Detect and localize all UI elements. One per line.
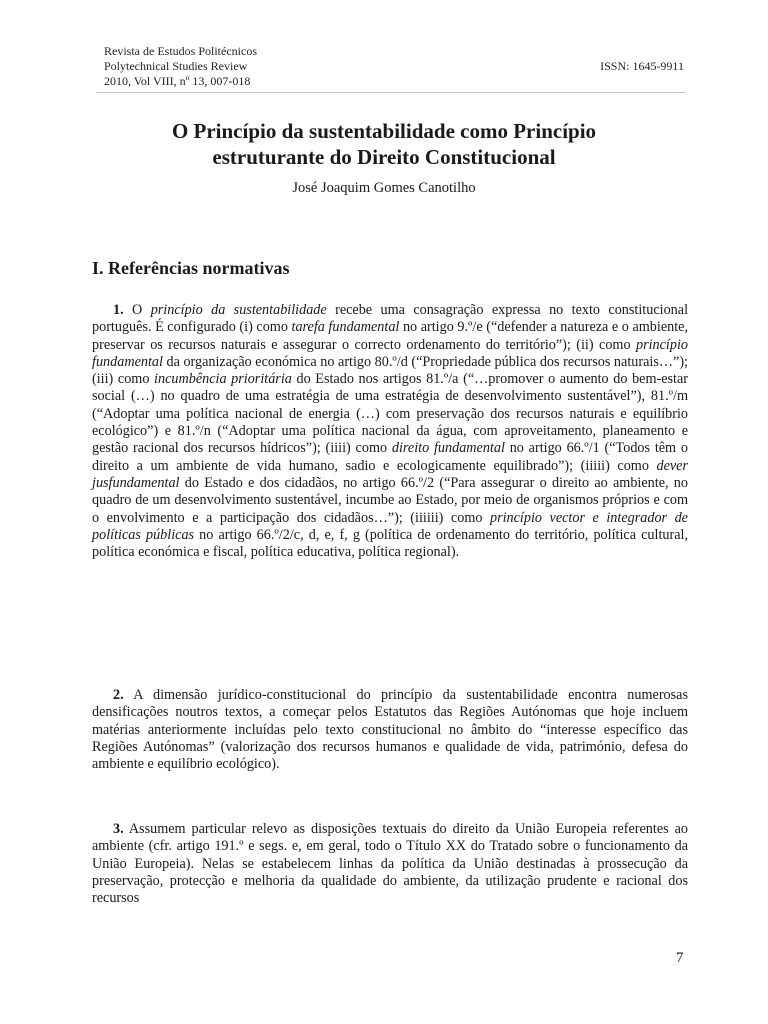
- paragraph-text: A dimensão jurídico-constitucional do princípio da sustentabilidade encontra numerosas densificações noutros textos, a começar pelos Estatutos das Regiões Autónomas que hoje incluem matérias anteriormente incluídas pelo texto constitucional no âmbito do “interesse específico das Regiões Autónomas” (valorização dos recursos humanos e qualidade de vida, património, defesa do ambiente e equilíbrio ecológico).: [92, 687, 688, 773]
- issn: ISSN: 1645-9911: [600, 59, 684, 73]
- paragraph-text: da organização económica no artigo 80.º/d (“Propriedade pública dos recursos naturais…”); (iii) como: [92, 353, 688, 388]
- emphasis-text: tarefa fundamental: [291, 319, 400, 336]
- paragraph-text: do Estado e dos cidadãos, no artigo 66.º/2 (“Para assegurar o direito ao ambiente, no quadro de um desenvolvimento sustentável, incumbe ao Estado, por meio de organismos próprios e com o envolvimento e a participação dos cidadãos…”); (iiiiii) como: [92, 474, 688, 526]
- header-divider: [96, 92, 686, 93]
- emphasis-text: princípio vector e integrador de políticas públicas: [92, 509, 688, 543]
- paragraph-number: 1.: [113, 302, 124, 318]
- paragraph-text: no artigo 66.º/1 (“Todos têm o direito a um ambiente de vida humano, sadio e ecologicamente equilibrado”); (iiiii) como: [92, 440, 688, 474]
- page-number: 7: [676, 950, 684, 966]
- paragraph-text: no artigo 9.º/e (“defender a natureza e o ambiente, preservar os recursos naturais e assegurar o correcto ordenamento do território”); (ii) como: [92, 319, 689, 353]
- emphasis-text: princípio fundamental: [92, 336, 688, 370]
- section-heading: I. Referências normativas: [92, 258, 290, 278]
- journal-name-en: Polytechnical Studies Review: [104, 59, 248, 73]
- paragraph-text: Assumem particular relevo as disposições textuais do direito da União Europeia referentes ao ambiente (cfr. artigo 191.º e segs. e, em geral, todo o Título XX do Tratado sobre o funcionamento da União Europeia). Nelas se estabelecem linhas da política da União destinadas à prossecução da preservação, protecção e melhoria da qualidade do ambiente, da utilização prudente e racional dos recursos: [92, 821, 688, 907]
- paragraph-text: no artigo 66.º/2/c, d, e, f, g (política de ordenamento do território, política cultural, política económica e fiscal, política educativa, política regional).: [92, 526, 688, 561]
- paragraph-text: do Estado nos artigos 81.º/a (“…promover o aumento do bem-estar social (…) no quadro de uma estratégia de uma estratégia de desenvolvimento sustentável”), 81.º/m (“Adoptar uma política nacional de energia (…) com preservação dos recursos naturais e equilíbrio ecológico”) e 81.º/n (“Adoptar uma política nacional da água, com aproveitamento, planeamento e gestão racional dos recursos hídricos”); (iiii) como: [92, 371, 689, 457]
- author-name: José Joaquim Gomes Canotilho: [292, 180, 476, 196]
- emphasis-text: dever jusfundamental: [92, 457, 688, 491]
- paragraph-1: [92, 302, 688, 561]
- volume-info: 2010, Vol VIII, nº 13, 007-018: [104, 74, 251, 88]
- title-line-2: estruturante do Direito Constitucional: [212, 145, 556, 169]
- paragraph-number: 2.: [113, 687, 124, 703]
- paragraph-text: O: [123, 302, 151, 318]
- title-line-1: O Princípio da sustentabilidade como Princípio: [171, 119, 597, 143]
- journal-header: [104, 44, 684, 89]
- article-title: [92, 118, 676, 170]
- journal-name-pt: Revista de Estudos Politécnicos: [104, 44, 257, 58]
- emphasis-text: princípio da sustentabilidade: [150, 302, 327, 318]
- paragraph-number: 3.: [113, 821, 124, 837]
- emphasis-text: incumbência prioritária: [154, 371, 292, 388]
- emphasis-text: direito fundamental: [391, 440, 505, 457]
- paragraph-text: recebe uma consagração expressa no texto constitucional português. É configurado (i) como: [92, 302, 689, 336]
- paragraph-2: [92, 687, 688, 773]
- paragraph-3: [92, 821, 688, 907]
